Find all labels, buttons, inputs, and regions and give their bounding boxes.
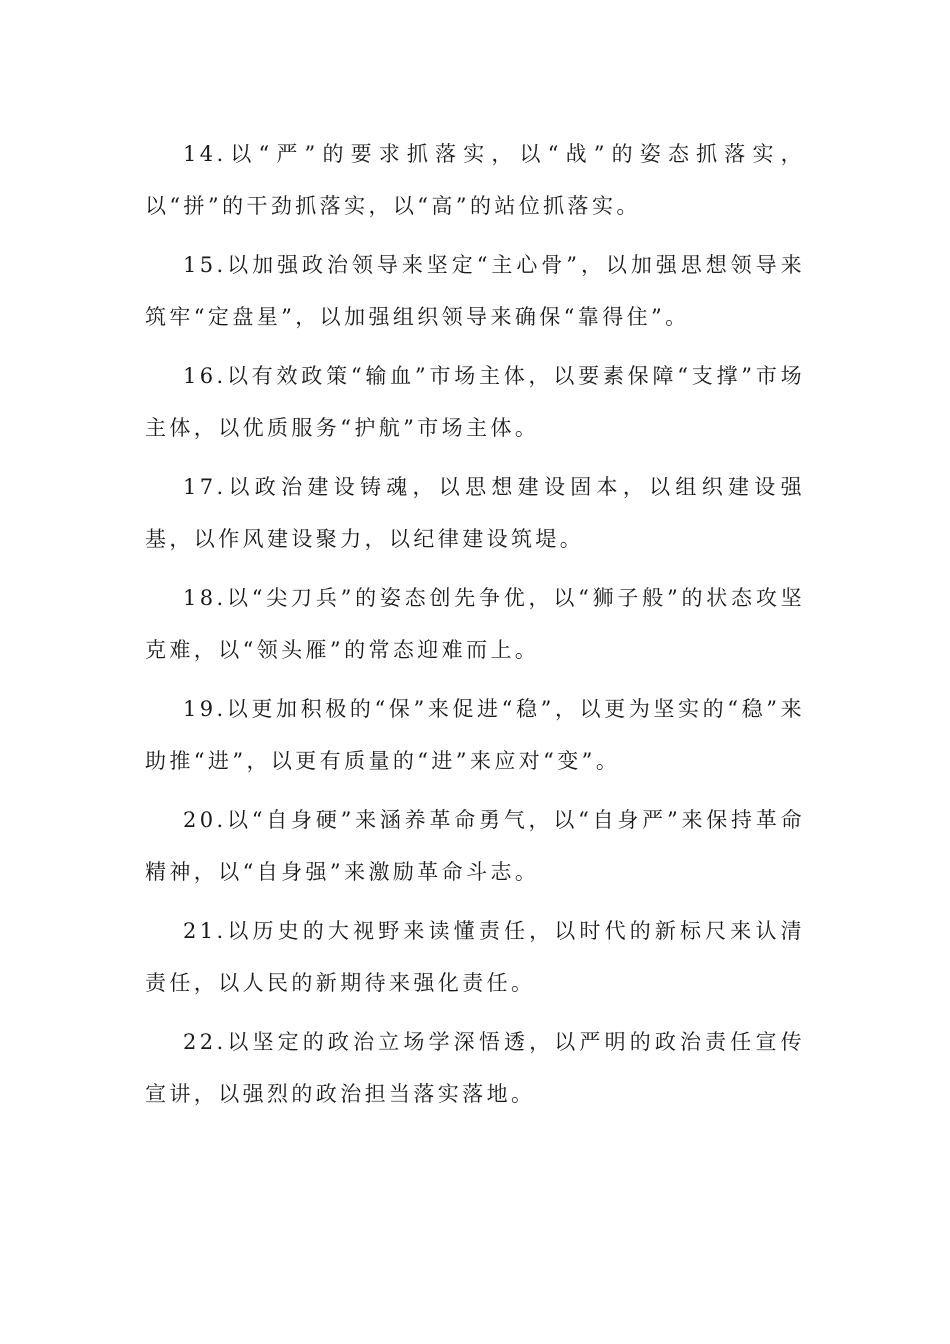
paragraph-19: 19.以更加积极的“保”来促进“稳”，以更为坚实的“稳”来助推“进”，以更有质量的“进”来应对“变”。 [145, 697, 805, 773]
paragraph-20: 20.以“自身硬”来涵养革命勇气，以“自身严”来保持革命精神，以“自身强”来激励革命斗志。 [145, 808, 805, 884]
paragraph-22: 22.以坚定的政治立场学深悟透，以严明的政治责任宣传宣讲，以强烈的政治担当落实落地。 [145, 1030, 805, 1106]
paragraph-21: 21.以历史的大视野来读懂责任，以时代的新标尺来认清责任，以人民的新期待来强化责任。 [145, 919, 805, 995]
paragraph-15: 15.以加强政治领导来坚定“主心骨”，以加强思想领导来筑牢“定盘星”，以加强组织领导来确保“靠得住”。 [145, 253, 805, 329]
paragraph-16: 16.以有效政策“输血”市场主体，以要素保障“支撑”市场主体，以优质服务“护航”市场主体。 [145, 364, 805, 440]
paragraph-18: 18.以“尖刀兵”的姿态创先争优，以“狮子般”的状态攻坚克难，以“领头雁”的常态迎难而上。 [145, 586, 805, 662]
document-body [145, 128, 805, 1127]
paragraph-17: 17.以政治建设铸魂，以思想建设固本，以组织建设强基，以作风建设聚力，以纪律建设筑堤。 [145, 475, 805, 551]
paragraph-14: 14.以“严”的要求抓落实，以“战”的姿态抓落实，以“拼”的干劲抓落实，以“高”的站位抓落实。 [145, 142, 805, 218]
